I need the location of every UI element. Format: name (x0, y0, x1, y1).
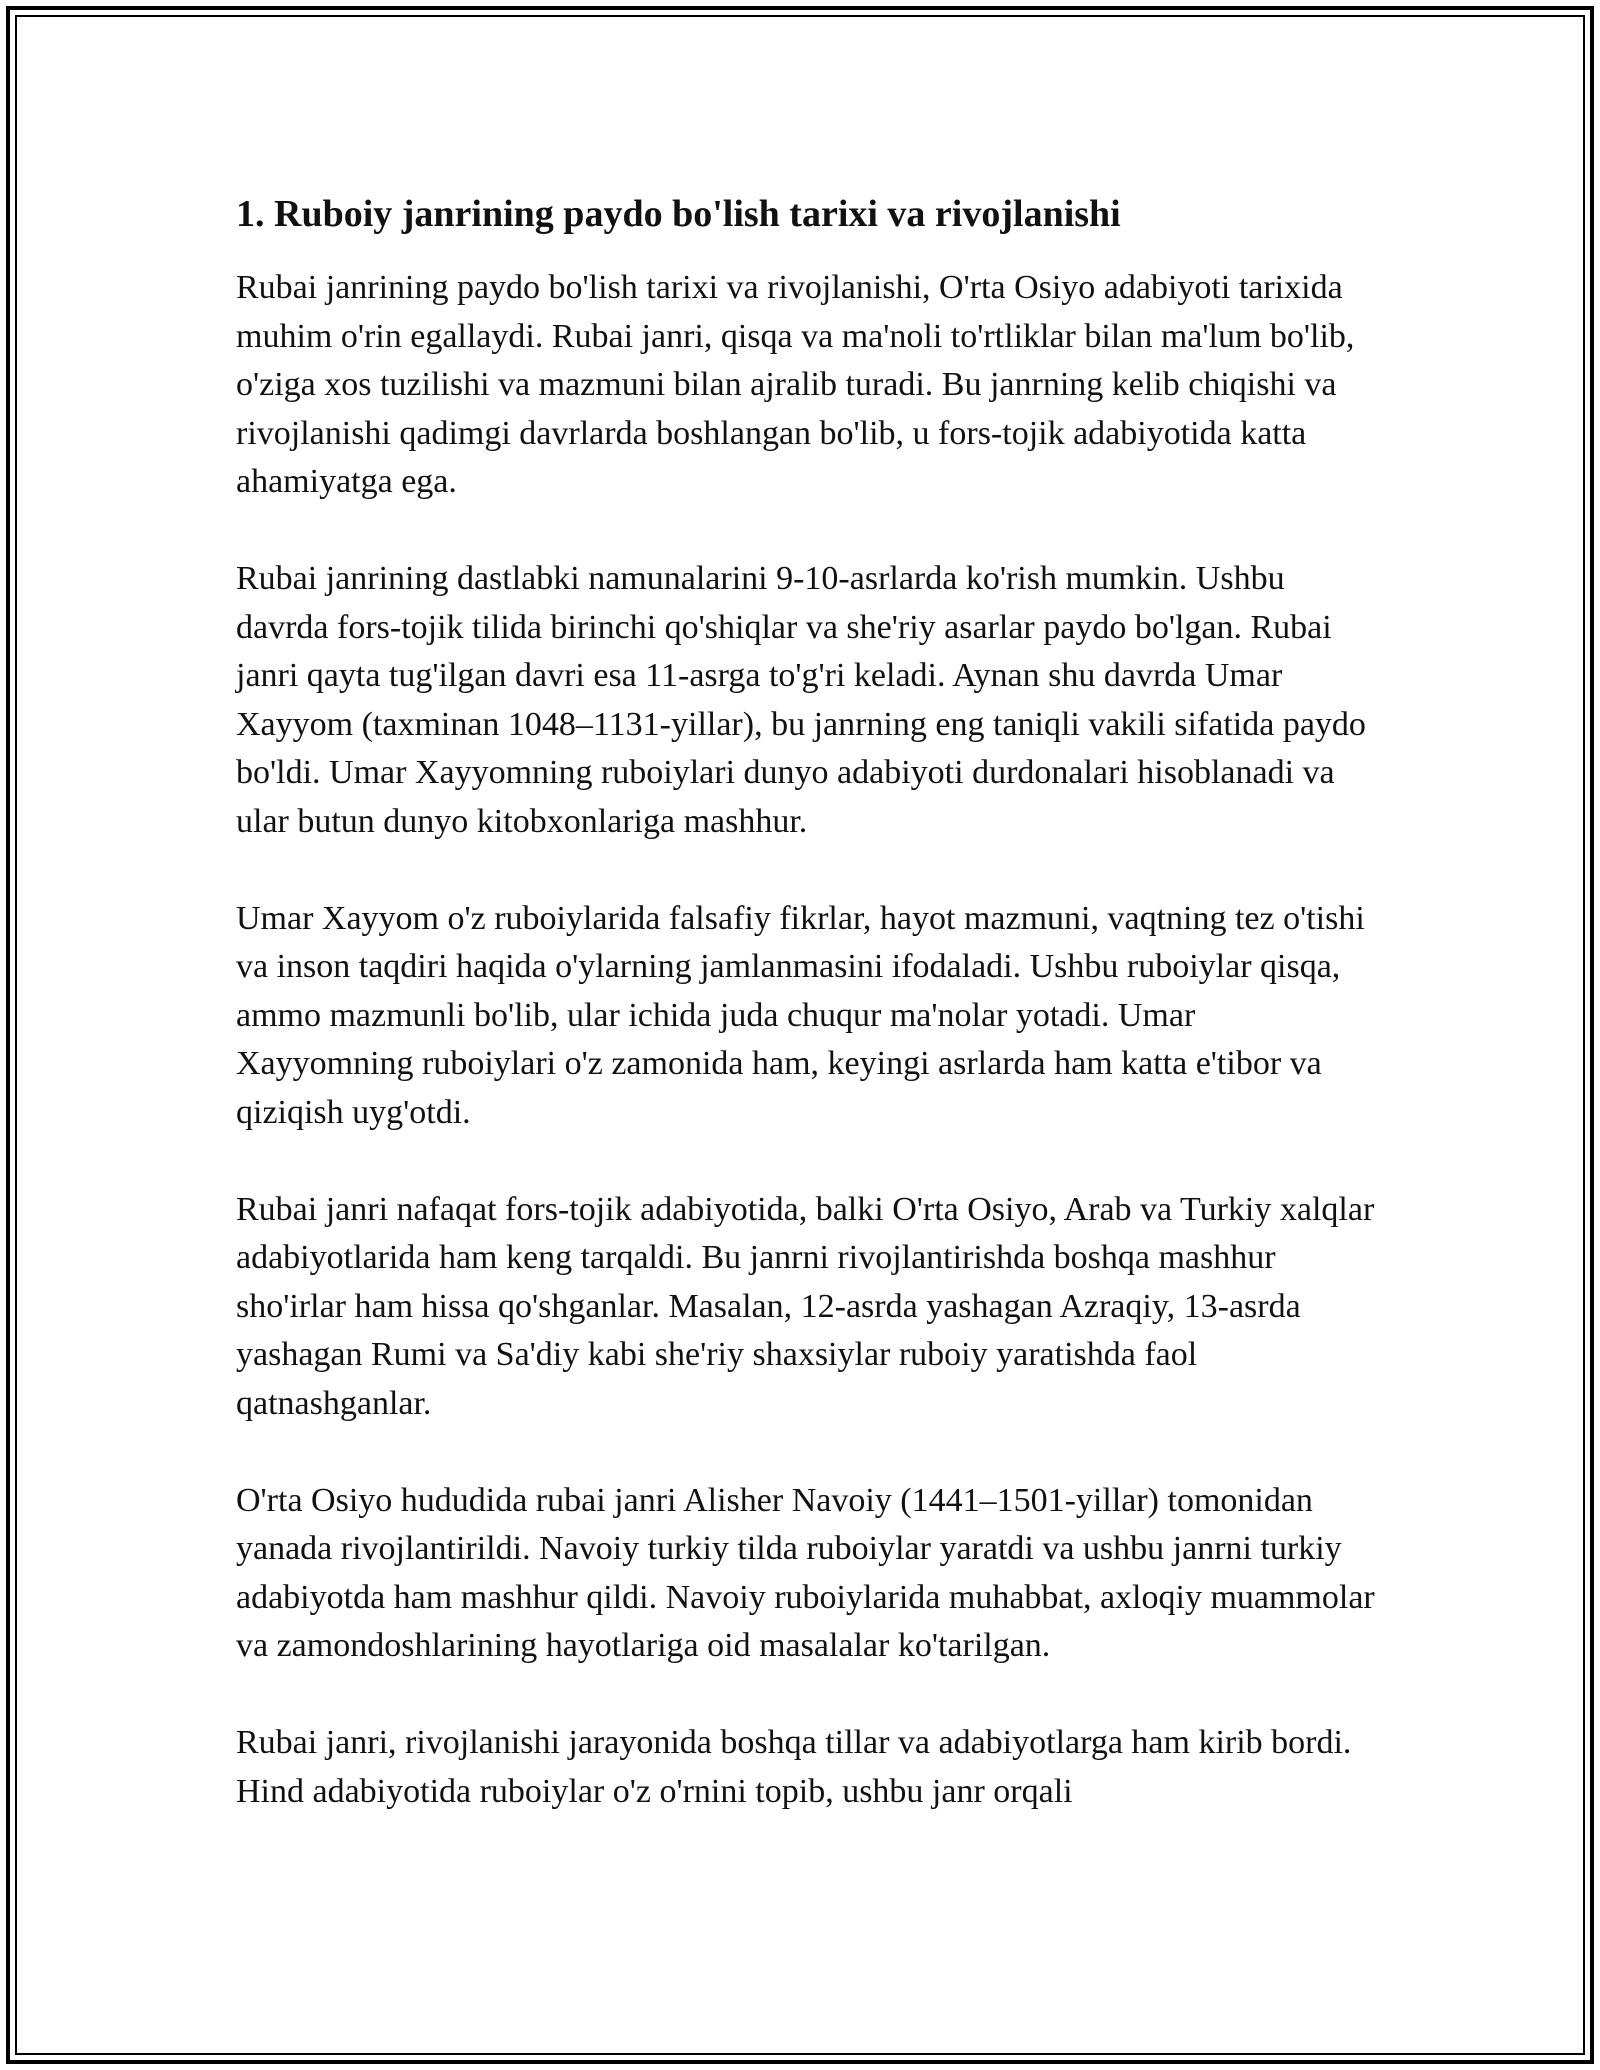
paragraph-1: Rubai janrining paydo bo'lish tarixi va rivojlanishi, O'rta Osiyo adabiyoti tarixida muhim o'rin egallaydi. Rubai janri, qisqa va ma'noli to'rtliklar bilan ma'lum bo'lib, o'ziga xos tuzilishi va mazmuni bilan ajralib turadi. Bu janrning kelib chiqishi va rivojlanishi qadimgi davrlarda boshlangan bo'lib, u fors-tojik adabiyotida katta ahamiyatga ega. (236, 269, 1355, 500)
paragraph-4: Rubai janri nafaqat fors-tojik adabiyotida, balki O'rta Osiyo, Arab va Turkiy xalqlar adabiyotlarida ham keng tarqaldi. Bu janrni rivojlantirishda boshqa mashhur sho'irlar ham hissa qo'shganlar. Masalan, 12-asrda yashagan Azraqiy, 13-asrda yashagan Rumi va Sa'diy kabi she'riy shaxsiylar ruboiy yaratishda faol qatnashganlar. (236, 1190, 1375, 1422)
paragraph-3: Umar Xayyom o'z ruboiylarida falsafiy fikrlar, hayot mazmuni, vaqtning tez o'tishi va inson taqdiri haqida o'ylarning jamlanmasini ifodaladi. Ushbu ruboiylar qisqa, ammo mazmunli bo'lib, ular ichida juda chuqur ma'nolar yotadi. Umar Xayyomning ruboiylari o'z zamonida ham, keyingi asrlarda ham katta e'tibor va qiziqish uyg'otdi. (236, 899, 1365, 1131)
paragraph-6: Rubai janri, rivojlanishi jarayonida boshqa tillar va adabiyotlarga ham kirib bordi. Hind adabiyotida ruboiylar o'z o'rnini topib, ushbu janr orqali (236, 1724, 1352, 1810)
paragraph-2: Rubai janrining dastlabki namunalarini 9-10-asrlarda ko'rish mumkin. Ushbu davrda fors-tojik tilida birinchi qo'shiqlar va she'riy asarlar paydo bo'lgan. Rubai janri qayta tug'ilgan davri esa 11-asrga to'g'ri keladi. Aynan shu davrda Umar Xayyom (taxminan 1048–1131-yillar), bu janrning eng taniqli vakili sifatida paydo bo'ldi. Umar Xayyomning ruboiylari dunyo adabiyoti durdonalari hisoblanadi va ular butun dunyo kitobxonlariga mashhur. (236, 560, 1366, 840)
page-title: 1. Ruboiy janrining paydo bo'lish tarixi va rivojlanishi (236, 193, 1121, 235)
paragraph-5: O'rta Osiyo hududida rubai janri Alisher Navoiy (1441–1501-yillar) tomonidan yanada rivojlantirildi. Navoiy turkiy tilda ruboiylar yaratdi va ushbu janrni turkiy adabiyotda ham mashhur qildi. Navoiy ruboiylarida muhabbat, axloqiy muammolar va zamondoshlarining hayotlariga oid masalalar ko'tarilgan. (236, 1481, 1375, 1664)
document-body (236, 178, 1376, 1865)
